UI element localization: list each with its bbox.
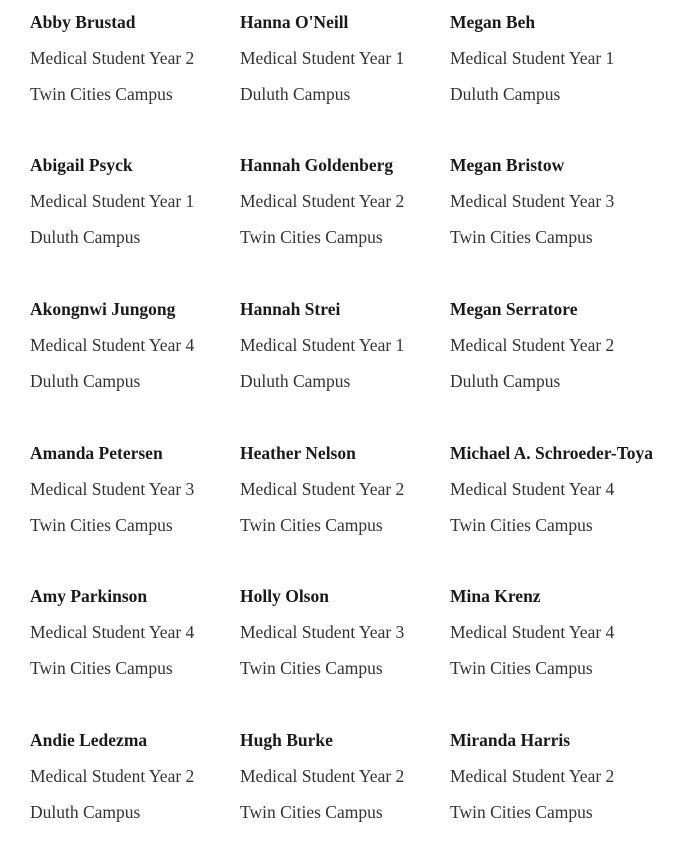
student-name[interactable]: Akongnwi Jungong <box>30 299 176 319</box>
directory-row <box>0 443 691 563</box>
student-campus: Twin Cities Campus <box>240 227 383 247</box>
student-role: Medical Student Year 1 <box>450 48 615 68</box>
directory-row <box>0 155 691 275</box>
student-campus: Twin Cities Campus <box>450 658 593 678</box>
student-name[interactable]: Hannah Goldenberg <box>240 155 394 175</box>
student-campus: Twin Cities Campus <box>30 658 173 678</box>
directory-row <box>0 299 691 419</box>
directory-row <box>0 12 691 132</box>
student-campus: Duluth Campus <box>30 227 141 247</box>
student-campus: Duluth Campus <box>30 371 141 391</box>
student-name[interactable]: Michael A. Schroeder-Toya <box>450 443 654 463</box>
student-role: Medical Student Year 3 <box>30 479 195 499</box>
student-campus: Twin Cities Campus <box>240 802 383 822</box>
student-campus: Duluth Campus <box>30 802 141 822</box>
student-role: Medical Student Year 4 <box>30 622 195 642</box>
student-campus: Twin Cities Campus <box>450 515 593 535</box>
student-role: Medical Student Year 3 <box>450 191 615 211</box>
student-campus: Twin Cities Campus <box>240 515 383 535</box>
student-name[interactable]: Heather Nelson <box>240 443 356 463</box>
student-role: Medical Student Year 1 <box>30 191 195 211</box>
directory-row <box>0 730 691 850</box>
student-role: Medical Student Year 1 <box>240 48 405 68</box>
directory-row <box>0 586 691 706</box>
student-name[interactable]: Mina Krenz <box>450 586 541 606</box>
student-campus: Twin Cities Campus <box>450 227 593 247</box>
student-role: Medical Student Year 4 <box>30 335 195 355</box>
student-name[interactable]: Amanda Petersen <box>30 443 163 463</box>
student-name[interactable]: Amy Parkinson <box>30 586 148 606</box>
student-campus: Duluth Campus <box>450 371 561 391</box>
student-role: Medical Student Year 2 <box>450 766 615 786</box>
student-name[interactable]: Megan Serratore <box>450 299 578 319</box>
student-role: Medical Student Year 2 <box>30 766 195 786</box>
student-name[interactable]: Hanna O'Neill <box>240 12 349 32</box>
student-campus: Twin Cities Campus <box>30 84 173 104</box>
student-campus: Twin Cities Campus <box>240 658 383 678</box>
student-role: Medical Student Year 2 <box>240 191 405 211</box>
student-role: Medical Student Year 3 <box>240 622 405 642</box>
student-role: Medical Student Year 2 <box>450 335 615 355</box>
student-name[interactable]: Hugh Burke <box>240 730 333 750</box>
student-name[interactable]: Megan Beh <box>450 12 536 32</box>
student-campus: Twin Cities Campus <box>450 802 593 822</box>
student-name[interactable]: Miranda Harris <box>450 730 571 750</box>
student-campus: Twin Cities Campus <box>30 515 173 535</box>
student-name[interactable]: Holly Olson <box>240 586 329 606</box>
student-role: Medical Student Year 2 <box>240 766 405 786</box>
student-role: Medical Student Year 2 <box>240 479 405 499</box>
student-role: Medical Student Year 4 <box>450 479 615 499</box>
student-name[interactable]: Abby Brustad <box>30 12 136 32</box>
student-campus: Duluth Campus <box>240 84 351 104</box>
student-campus: Duluth Campus <box>240 371 351 391</box>
student-role: Medical Student Year 2 <box>30 48 195 68</box>
student-name[interactable]: Hannah Strei <box>240 299 341 319</box>
student-campus: Duluth Campus <box>450 84 561 104</box>
student-name[interactable]: Abigail Psyck <box>30 155 133 175</box>
student-role: Medical Student Year 1 <box>240 335 405 355</box>
student-name[interactable]: Andie Ledezma <box>30 730 148 750</box>
student-role: Medical Student Year 4 <box>450 622 615 642</box>
student-name[interactable]: Megan Bristow <box>450 155 565 175</box>
